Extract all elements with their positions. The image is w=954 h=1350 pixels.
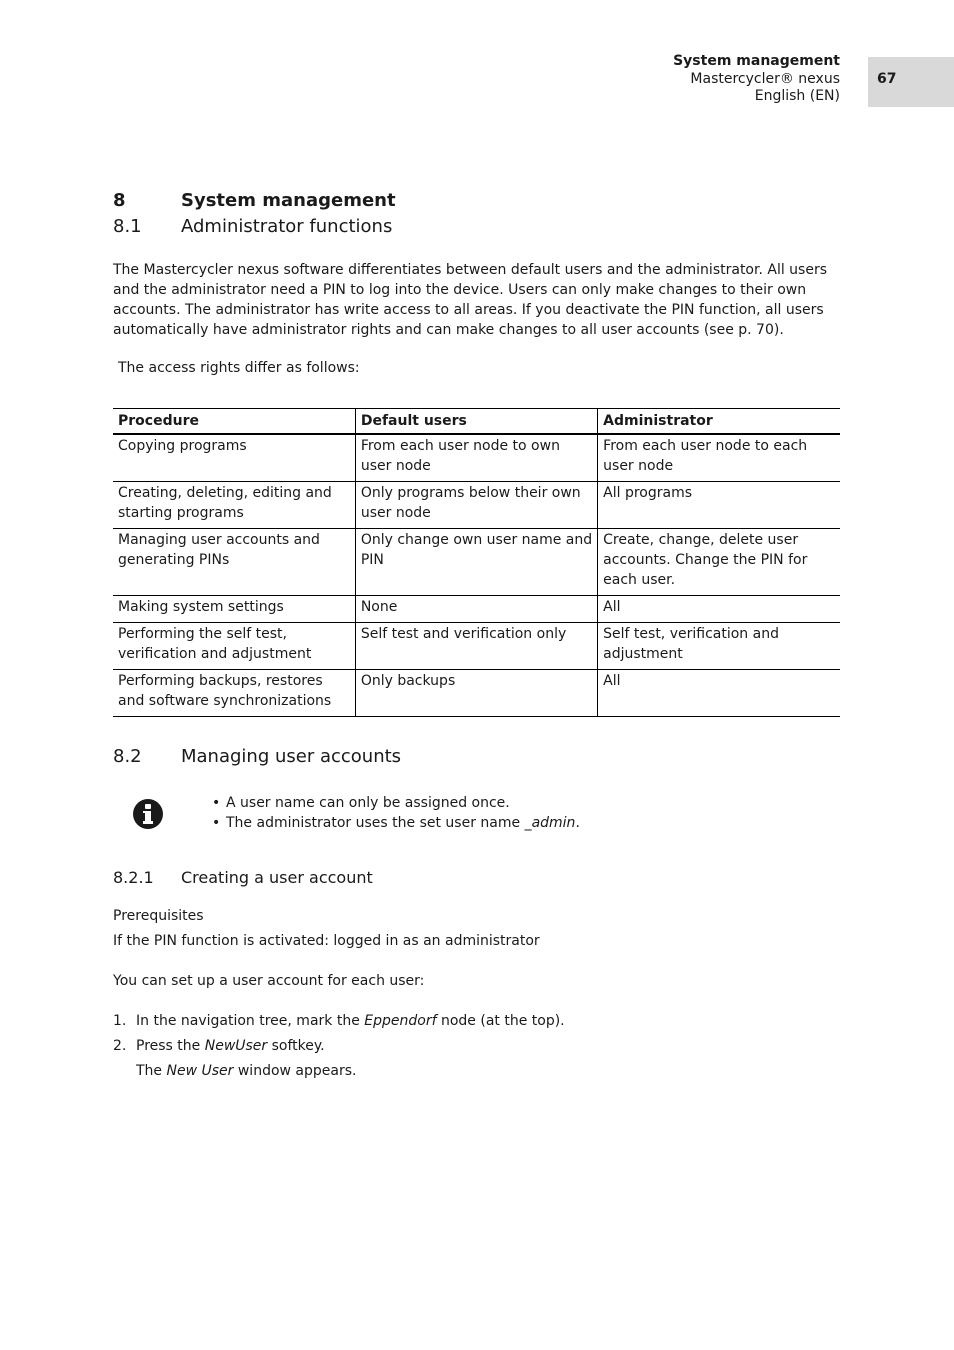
section-heading-8-1 — [113, 216, 392, 237]
chapter-number: 8 — [113, 190, 126, 211]
table-cell: Managing user accounts and generating PINs — [113, 529, 355, 596]
table-cell: All programs — [598, 482, 840, 529]
user-account-intro: You can set up a user account for each user: — [113, 973, 425, 989]
table-row — [113, 529, 840, 596]
header-product: Mastercycler® nexus — [690, 71, 840, 87]
list-item: • The administrator uses the set user name _admin. — [212, 815, 580, 831]
table-cell: From each user node to own user node — [355, 434, 597, 482]
table-cell: All — [598, 596, 840, 623]
page-number-box — [868, 57, 954, 107]
column-header: Default users — [355, 409, 597, 435]
column-header: Administrator — [598, 409, 840, 435]
table-row — [113, 434, 840, 482]
table-row — [113, 482, 840, 529]
section-title: Managing user accounts — [181, 746, 402, 767]
table-cell: None — [355, 596, 597, 623]
column-header: Procedure — [113, 409, 355, 435]
info-icon — [133, 799, 163, 829]
section-number: 8.1 — [113, 216, 142, 237]
table-cell: Only change own user name and PIN — [355, 529, 597, 596]
table-cell: Creating, deleting, editing and starting programs — [113, 482, 355, 529]
header-section-title: System management — [673, 53, 840, 69]
header-language: English (EN) — [754, 88, 840, 104]
table-cell: Making system settings — [113, 596, 355, 623]
prerequisites-text: If the PIN function is activated: logged in as an administrator — [113, 933, 540, 949]
info-bullet-list — [212, 793, 580, 833]
section-title: Creating a user account — [181, 868, 373, 887]
list-item: • A user name can only be assigned once. — [212, 795, 510, 811]
table-row — [113, 596, 840, 623]
table-cell: From each user node to each user node — [598, 434, 840, 482]
table-cell: Copying programs — [113, 434, 355, 482]
section-heading-8-2 — [113, 746, 401, 767]
table-cell: Only backups — [355, 670, 597, 717]
table-cell: Self test and verification only — [355, 623, 597, 670]
section-heading-8-2-1 — [113, 868, 373, 887]
table-cell: Performing backups, restores and software synchronizations — [113, 670, 355, 717]
table-cell: Self test, verification and adjustment — [598, 623, 840, 670]
table-cell: Only programs below their own user node — [355, 482, 597, 529]
table-cell: Performing the self test, verification and adjustment — [113, 623, 355, 670]
step-1: 1. In the navigation tree, mark the Eppendorf node (at the top). — [113, 1013, 565, 1029]
table-cell: Create, change, delete user accounts. Change the PIN for each user. — [598, 529, 840, 596]
chapter-title: System management — [181, 190, 396, 211]
table-cell: All — [598, 670, 840, 717]
section-number: 8.2.1 — [113, 868, 154, 887]
page-number: 67 — [877, 71, 897, 87]
table-row — [113, 670, 840, 717]
step-2: 2. Press the NewUser softkey. — [113, 1038, 325, 1054]
section-number: 8.2 — [113, 746, 142, 767]
table-header-row — [113, 409, 840, 435]
access-rights-table — [113, 408, 840, 717]
chapter-heading — [113, 190, 396, 211]
section-title: Administrator functions — [181, 216, 393, 237]
table-row — [113, 623, 840, 670]
prerequisites-label: Prerequisites — [113, 908, 204, 924]
access-rights-intro: The access rights differ as follows: — [118, 360, 360, 376]
admin-functions-paragraph: The Mastercycler nexus software differentiates between default users and the administrator. All users and the administrator need a PIN to log into the device. Users can only make changes to their own accounts. The administrator has write access to all areas. If you deactivate the PIN function, all users automatically have administrator rights and can make changes to all user accounts (see p. 70). — [113, 262, 827, 338]
step-result: The New User window appears. — [136, 1063, 357, 1079]
